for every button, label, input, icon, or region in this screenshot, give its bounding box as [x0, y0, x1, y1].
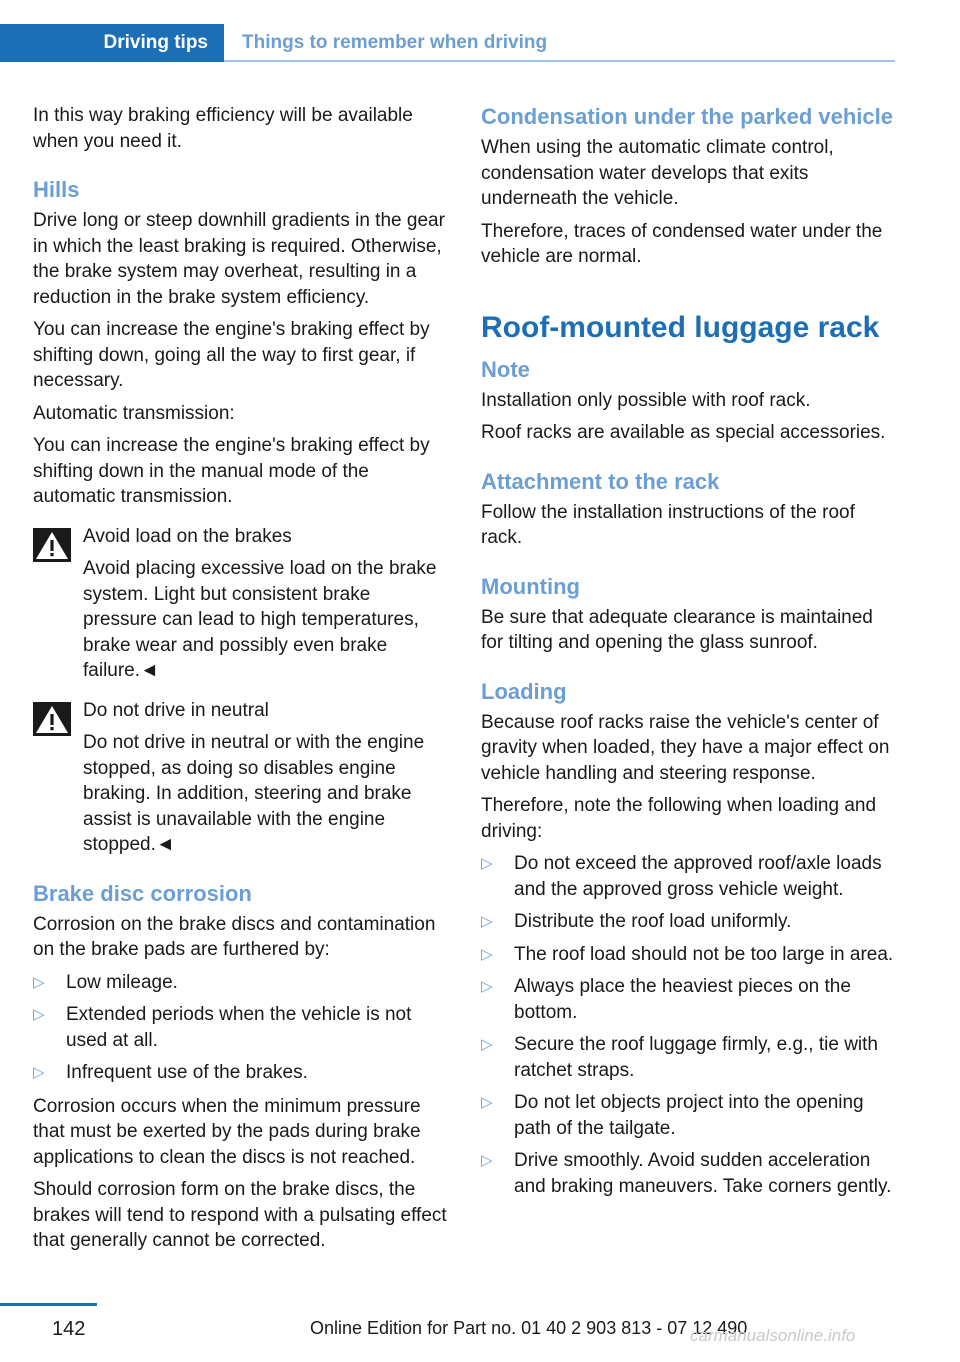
watermark: carmanualsonline.info	[690, 1326, 856, 1345]
list-item: ▷ Extended periods when the vehicle is not used at all.	[33, 1004, 412, 1051]
list-item: ▷ The roof load should not be too large in area.	[481, 942, 897, 968]
triangle-bullet-icon: ▷	[33, 1064, 45, 1081]
note-paragraph-2: Roof racks are available as special accessories.	[481, 422, 886, 443]
hills-paragraph-1: Drive long or steep downhill gradients in the gear in which the least braking is required. Otherwise, the brake system may overheat, resulting in a reduction in the brake system efficiency.	[33, 210, 445, 308]
section-label: Driving tips	[103, 32, 208, 53]
list-item: ▷ Secure the roof luggage firmly, e.g., tie with ratchet straps.	[481, 1034, 878, 1081]
loading-paragraph-1: Because roof racks raise the vehicle's center of gravity when loaded, they have a major effect on vehicle handling and steering response.	[481, 711, 890, 784]
intro-text: In this way braking efficiency will be available when you need it.	[33, 105, 413, 152]
note-paragraph-1: Installation only possible with roof rack.	[481, 389, 811, 411]
hills-heading: Hills	[33, 177, 80, 202]
triangle-bullet-icon: ▷	[33, 1006, 45, 1023]
loading-paragraph-2: Therefore, note the following when loading and driving:	[481, 795, 877, 842]
triangle-bullet-icon: ▷	[481, 1036, 493, 1053]
warning-body: Do not drive in neutral or with the engine stopped, as doing so disables engine braking. In addition, steering and brake assist is unavailable with the engine stopped.◄	[83, 732, 425, 855]
loading-heading: Loading	[481, 678, 567, 704]
page-header	[0, 24, 895, 62]
list-item: ▷ Low mileage.	[33, 970, 449, 996]
triangle-bullet-icon: ▷	[481, 945, 493, 963]
triangle-bullet-icon: ▷	[481, 1094, 493, 1111]
warning-title: Do not drive in neutral	[83, 699, 269, 721]
condensation-paragraph-2: Therefore, traces of condensed water under the vehicle are normal.	[481, 220, 883, 267]
note-heading: Note	[481, 356, 530, 382]
list-item: ▷ Always place the heaviest pieces on the bottom.	[481, 976, 851, 1023]
page-number: 142	[52, 1318, 86, 1340]
list-item: ▷ Drive smoothly. Avoid sudden acceleration and braking maneuvers. Take corners gently.	[481, 1150, 892, 1197]
header-rule	[224, 60, 895, 62]
hills-paragraph-3: Automatic transmission:	[33, 402, 235, 424]
warning-neutral	[33, 698, 449, 858]
list-item: ▷ Distribute the roof load uniformly.	[481, 909, 897, 935]
left-column	[33, 103, 449, 1261]
loading-list	[481, 851, 897, 1199]
edition-text: Online Edition for Part no. 01 40 2 903 813 - 07 12 490	[310, 1318, 748, 1338]
mounting-heading: Mounting	[481, 573, 580, 599]
hills-paragraph-4: You can increase the engine's braking effect by shifting down in the manual mode of the automatic transmission.	[33, 435, 430, 507]
condensation-paragraph-1: When using the automatic climate control, condensation water develops that exits underneath the vehicle.	[481, 137, 834, 209]
warning-triangle-icon	[33, 702, 71, 736]
corrosion-paragraph-1: Corrosion on the brake discs and contamination on the brake pads are furthered by:	[33, 913, 436, 960]
hills-paragraph-2: You can increase the engine's braking effect by shifting down, going all the way to first gear, if necessary.	[33, 319, 430, 391]
corrosion-list	[33, 970, 449, 1086]
mounting-paragraph: Be sure that adequate clearance is maintained for tilting and opening the glass sunroof.	[481, 606, 873, 653]
right-column	[481, 103, 897, 1207]
triangle-bullet-icon: ▷	[33, 973, 45, 991]
list-item: ▷ Do not let objects project into the opening path of the tailgate.	[481, 1092, 864, 1139]
luggage-rack-heading: Roof-mounted luggage rack	[481, 310, 880, 344]
section-tab	[0, 24, 224, 62]
warning-title: Avoid load on the brakes	[83, 525, 292, 547]
subsection-label: Things to remember when driving	[242, 32, 548, 53]
list-item: ▷ Do not exceed the approved roof/axle loads and the approved gross vehicle weight.	[481, 853, 882, 900]
attachment-heading: Attachment to the rack	[481, 468, 720, 494]
triangle-bullet-icon: ▷	[481, 1152, 493, 1169]
corrosion-paragraph-2: Corrosion occurs when the minimum pressure that must be exerted by the pads during brake applications to clean the discs is not reached.	[33, 1095, 421, 1168]
corrosion-paragraph-3: Should corrosion form on the brake discs, the brakes will tend to respond with a pulsating effect that generally cannot be corrected.	[33, 1179, 447, 1251]
warning-brakes	[33, 524, 449, 684]
triangle-bullet-icon: ▷	[481, 913, 493, 930]
attachment-paragraph: Follow the installation instructions of the roof rack.	[481, 501, 855, 548]
condensation-heading: Condensation under the parked vehicle	[481, 104, 893, 129]
corrosion-heading: Brake disc corrosion	[33, 880, 252, 906]
warning-body: Avoid placing excessive load on the brake system. Light but consistent brake pressure can lead to high temperatures, brake wear and possibly even brake failure.◄	[83, 558, 437, 681]
triangle-bullet-icon: ▷	[481, 978, 493, 995]
triangle-bullet-icon: ▷	[481, 855, 493, 872]
list-item: ▷ Infrequent use of the brakes.	[33, 1060, 449, 1086]
footer-rule	[0, 1303, 97, 1306]
warning-triangle-icon	[33, 528, 71, 562]
